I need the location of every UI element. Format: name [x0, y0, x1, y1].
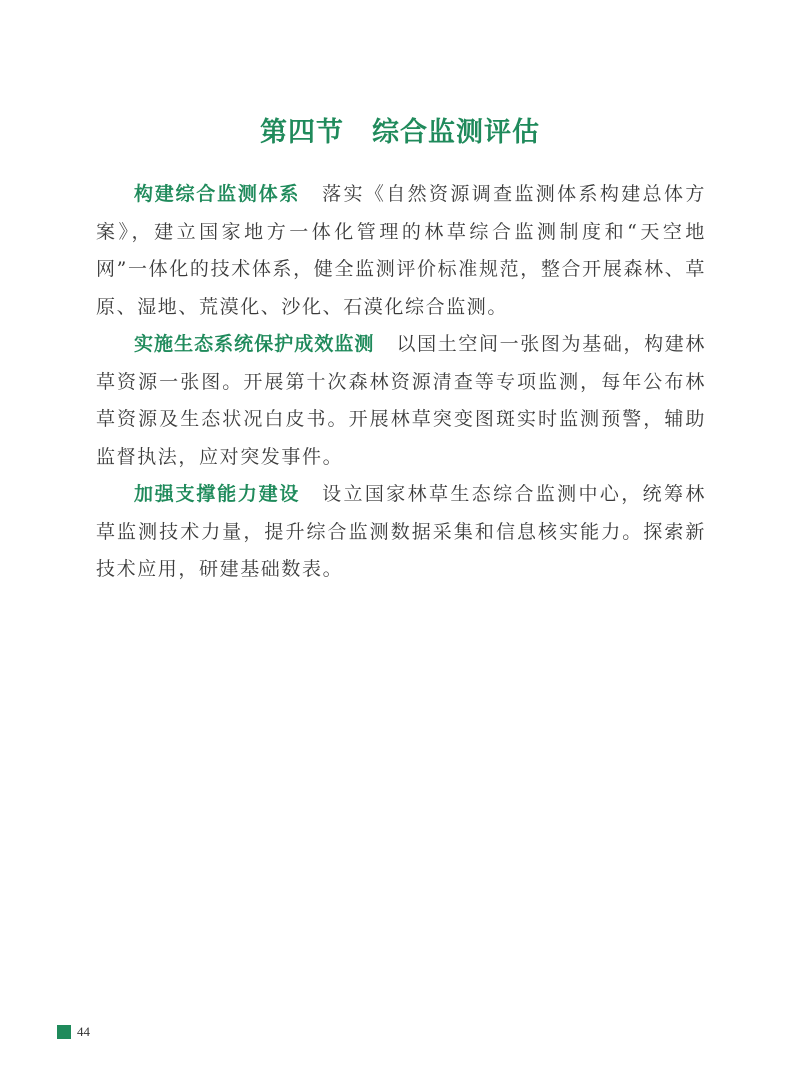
paragraph-lead: 构建综合监测体系	[134, 183, 301, 205]
section-number: 第四节	[260, 117, 344, 148]
paragraph-monitoring-system	[96, 176, 706, 326]
page-marker-square	[57, 1025, 71, 1039]
paragraph-capacity-building	[96, 476, 706, 589]
page-number: 44	[77, 1024, 90, 1039]
body-content	[96, 176, 706, 589]
section-title	[0, 110, 800, 149]
paragraph-lead: 实施生态系统保护成效监测	[134, 333, 375, 355]
paragraph-body: 设立国家林草生态综合监测中心，统筹林草监测技术力量，提升综合监测数据采集和信息核实能力。探索新技术应用，研建基础数表。	[96, 483, 706, 580]
paragraph-ecosystem-monitoring	[96, 326, 706, 476]
paragraph-body: 落实《自然资源调查监测体系构建总体方案》，建立国家地方一体化管理的林草综合监测制度和“天空地网”一体化的技术体系，健全监测评价标准规范，整合开展森林、草原、湿地、荒漠化、沙化、石漠化综合监测。	[96, 183, 706, 318]
page-footer	[57, 1024, 90, 1040]
paragraph-body: 以国土空间一张图为基础，构建林草资源一张图。开展第十次森林资源清查等专项监测，每年公布林草资源及生态状况白皮书。开展林草突变图斑实时监测预警，辅助监督执法，应对突发事件。	[96, 333, 706, 468]
paragraph-lead: 加强支撑能力建设	[134, 483, 301, 505]
section-heading: 综合监测评估	[372, 117, 540, 148]
